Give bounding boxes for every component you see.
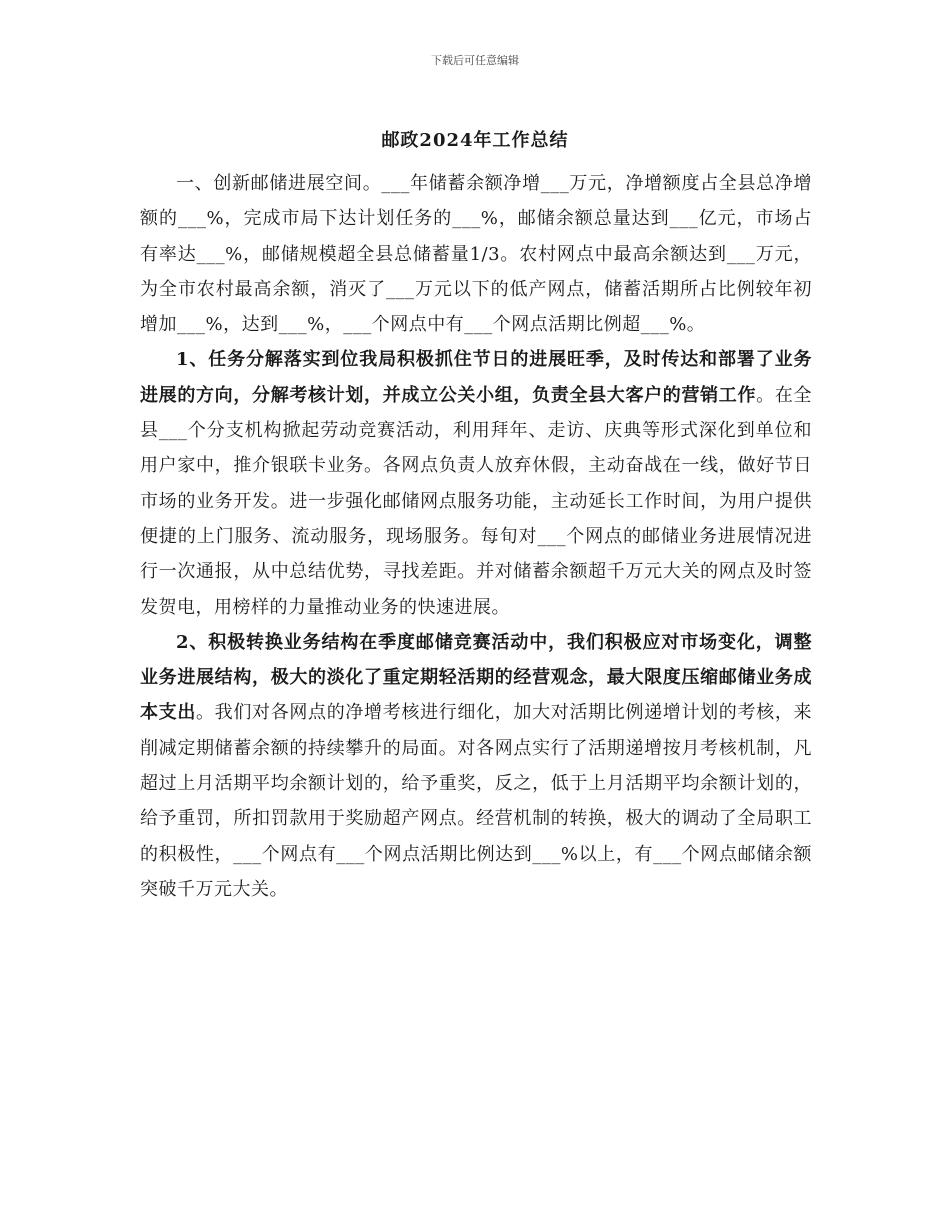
paragraph-1-text: 一、创新邮储进展空间。___年储蓄余额净增___万元，净增额度占全县总净增额的___%，完成市局下达计划任务的___%，邮储余额总量达到___亿元，市场占有率达___%，邮储规模超全县总储蓄量1/3。农村网点中最高余额达到___万元，为全市农村最高余额，消灭了___万元以下的低产网点，储蓄活期所占比例较年初增加___%，达到___%，___个网点中有___个网点活期比例超___%。 <box>140 173 812 336</box>
paragraph-2-text: 。在全县___个分支机构掀起劳动竞赛活动，利用拜年、走访、庆典等形式深化到单位和用户家中，推介银联卡业务。各网点负责人放弃休假，主动奋战在一线，做好节日市场的业务开发。进一步强化邮储网点服务功能，主动延长工作时间，为用户提供便捷的上门服务、流动服务，现场服务。每旬对___个网点的邮储业务进展情况进行一次通报，从中总结优势，寻找差距。并对储蓄余额超千万元大关的网点及时签发贺电，用榜样的力量推动业务的快速进展。 <box>140 384 812 618</box>
paragraph-3 <box>140 625 812 907</box>
document-title: 邮政2024年工作总结 <box>381 130 569 151</box>
paragraph-2 <box>140 342 812 624</box>
paragraph-3-lead: 2、积极转换业务结构在季度邮储竞赛活动中，我们积极应对市场变化，调整业务进展结构，极大的淡化了重定期轻活期的经营观念，最大限度压缩邮储业务成本支出 <box>140 631 812 724</box>
paragraph-2-lead: 1、任务分解落实到位我局积极抓住节日的进展旺季，及时传达和部署了业务进展的方向，分解考核计划，并成立公关小组，负责全县大客户的营销工作 <box>140 349 812 406</box>
paragraph-3-text: 。我们对各网点的净增考核进行细化，加大对活期比例递增计划的考核，来削减定期储蓄余额的持续攀升的局面。对各网点实行了活期递增按月考核机制，凡超过上月活期平均余额计划的，给予重奖，反之，低于上月活期平均余额计划的，给予重罚，所扣罚款用于奖励超产网点。经营机制的转换，极大的调动了全局职工的积极性，___个网点有___个网点活期比例达到___%以上，有___个网点邮储余额突破千万元大关。 <box>140 702 812 900</box>
document-body <box>140 166 812 907</box>
paragraph-1 <box>140 166 812 342</box>
header-note: 下载后可任意编辑 <box>431 54 519 67</box>
